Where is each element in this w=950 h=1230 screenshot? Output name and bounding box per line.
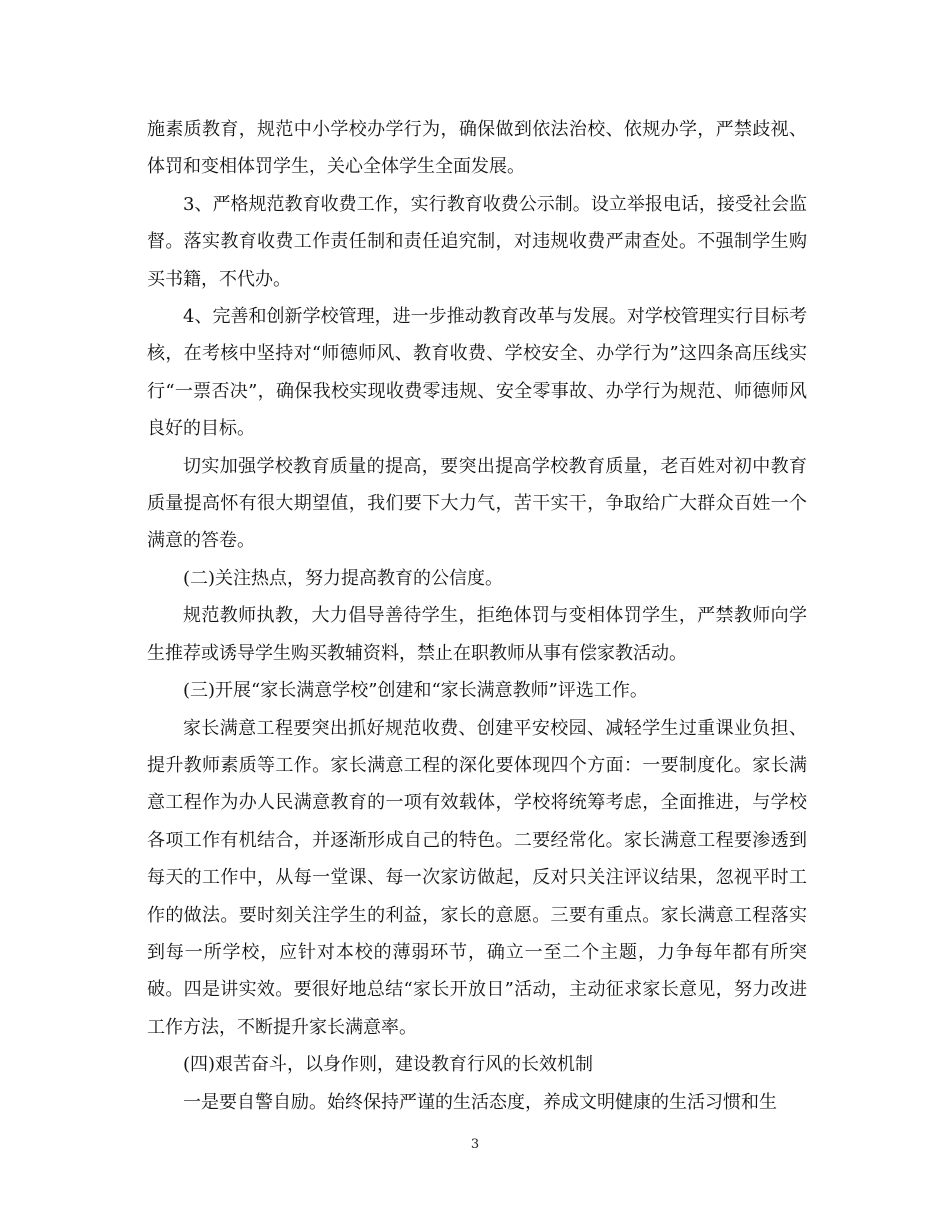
section-heading-3: (三)开展“家长满意学校”创建和“家长满意教师”评选工作。 [183, 680, 648, 702]
body-text [147, 111, 807, 1121]
page-number: 3 [470, 1137, 480, 1152]
paragraph-7: 一是要自警自励。始终保持严谨的生活态度，养成文明健康的生活习惯和生 [183, 1091, 777, 1113]
paragraph-1: 施素质教育，规范中小学校办学行为，确保做到依法治校、依规办学，严禁歧视、体罚和变相体罚学生，关心全体学生全面发展。 [147, 119, 807, 178]
paragraph-4: 切实加强学校教育质量的提高，要突出提高学校教育质量，老百姓对初中教育质量提高怀有很大期望值，我们要下大力气，苦干实干，争取给广大群众百姓一个满意的答卷。 [147, 455, 807, 552]
paragraph-2: 3、严格规范教育收费工作，实行教育收费公示制。设立举报电话，接受社会监督。落实教育收费工作责任制和责任追究制，对违规收费严肃查处。不强制学生购买书籍，不代办。 [147, 193, 807, 290]
section-heading-4: (四)艰苦奋斗，以身作则，建设教育行风的长效机制 [183, 1054, 594, 1076]
paragraph-6: 家长满意工程要突出抓好规范收费、创建平安校园、减轻学生过重课业负担、提升教师素质等工作。家长满意工程的深化要体现四个方面：一要制度化。家长满意工程作为办人民满意教育的一项有效载体，学校将统筹考虑，全面推进，与学校各项工作有机结合，并逐渐形成自己的特色。二要经常化。家长满意工程要渗透到每天的工作中，从每一堂课、每一次家访做起，反对只关注评议结果，忽视平时工作的做法。要时刻关注学生的利益，家长的意愿。三要有重点。家长满意工程落实到每一所学校，应针对本校的薄弱环节，确立一至二个主题，力争每年都有所突破。四是讲实效。要很好地总结“家长开放日”活动，主动征求家长意见，努力改进工作方法，不断提升家长满意率。 [147, 717, 807, 1038]
section-heading-2: (二)关注热点，努力提高教育的公信度。 [183, 567, 504, 589]
paragraph-3: 4、完善和创新学校管理，进一步推动教育改革与发展。对学校管理实行目标考核，在考核中坚持对“师德师风、教育收费、学校安全、办学行为”这四条高压线实行“一票否决”，确保我校实现收费零违规、安全零事故、办学行为规范、师德师风良好的目标。 [147, 306, 807, 440]
paragraph-5: 规范教师执教，大力倡导善待学生，拒绝体罚与变相体罚学生，严禁教师向学生推荐或诱导学生购买教辅资料，禁止在职教师从事有偿家教活动。 [147, 605, 807, 664]
